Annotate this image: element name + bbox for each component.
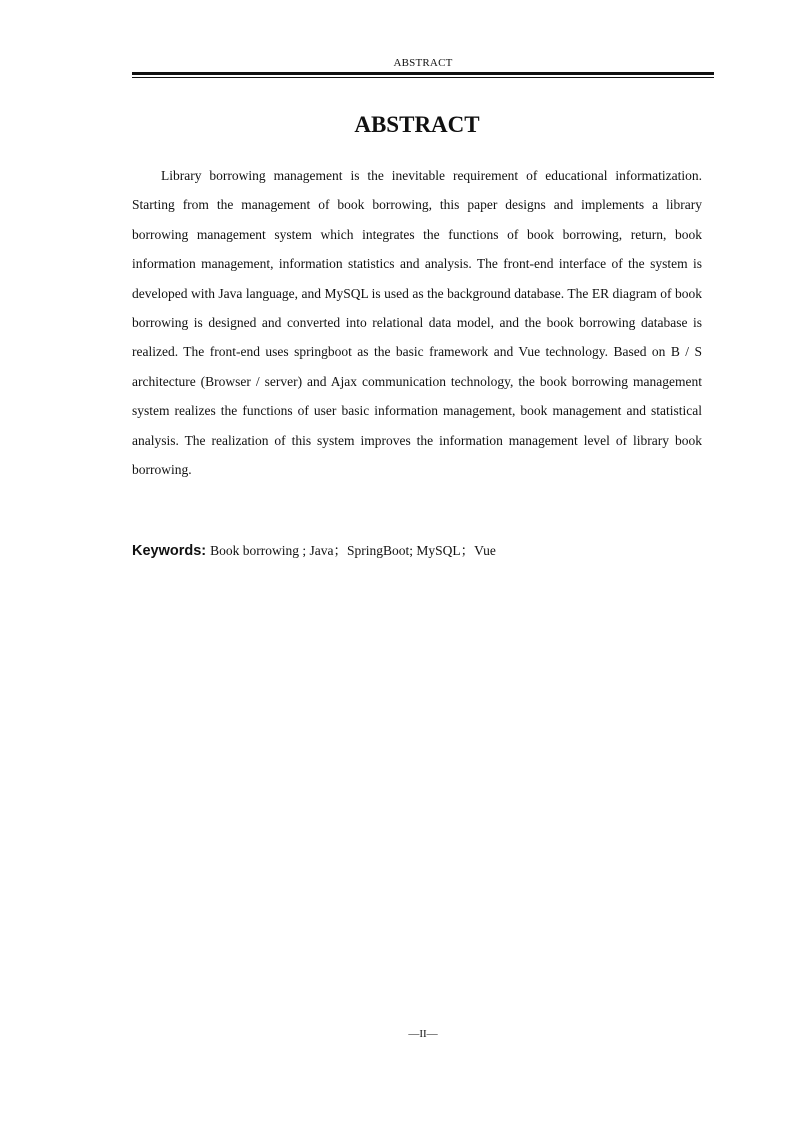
abstract-paragraph: Library borrowing management is the inevitable requirement of educational informatization. Starting from the management of book borrowing, this paper designs and implements a library borrowing management system which integrates the functions of book borrowing, return, book information management, information statistics and analysis. The front-end interface of the system is developed with Java language, and MySQL is used as the background database. The ER diagram of book borrowing is designed and converted into relational data model, and the book borrowing database is realized. The front-end uses springboot as the basic framework and Vue technology. Based on B / S architecture (Browser / server) and Ajax communication technology, the book borrowing management system realizes the functions of user basic information management, book management and statistical analysis. The realization of this system improves the information management level of library book borrowing.: [132, 168, 702, 478]
header-rule-thick: [132, 72, 714, 75]
header-rule-thin: [132, 77, 714, 78]
keywords-value: Book borrowing ; Java；SpringBoot; MySQL；Vue: [210, 543, 496, 558]
page-number: —II—: [408, 1028, 438, 1040]
page-title: ABSTRACT: [354, 112, 480, 137]
keywords-label: Keywords:: [132, 543, 207, 559]
keywords-line: [132, 539, 702, 563]
running-header: ABSTRACT: [393, 57, 453, 69]
